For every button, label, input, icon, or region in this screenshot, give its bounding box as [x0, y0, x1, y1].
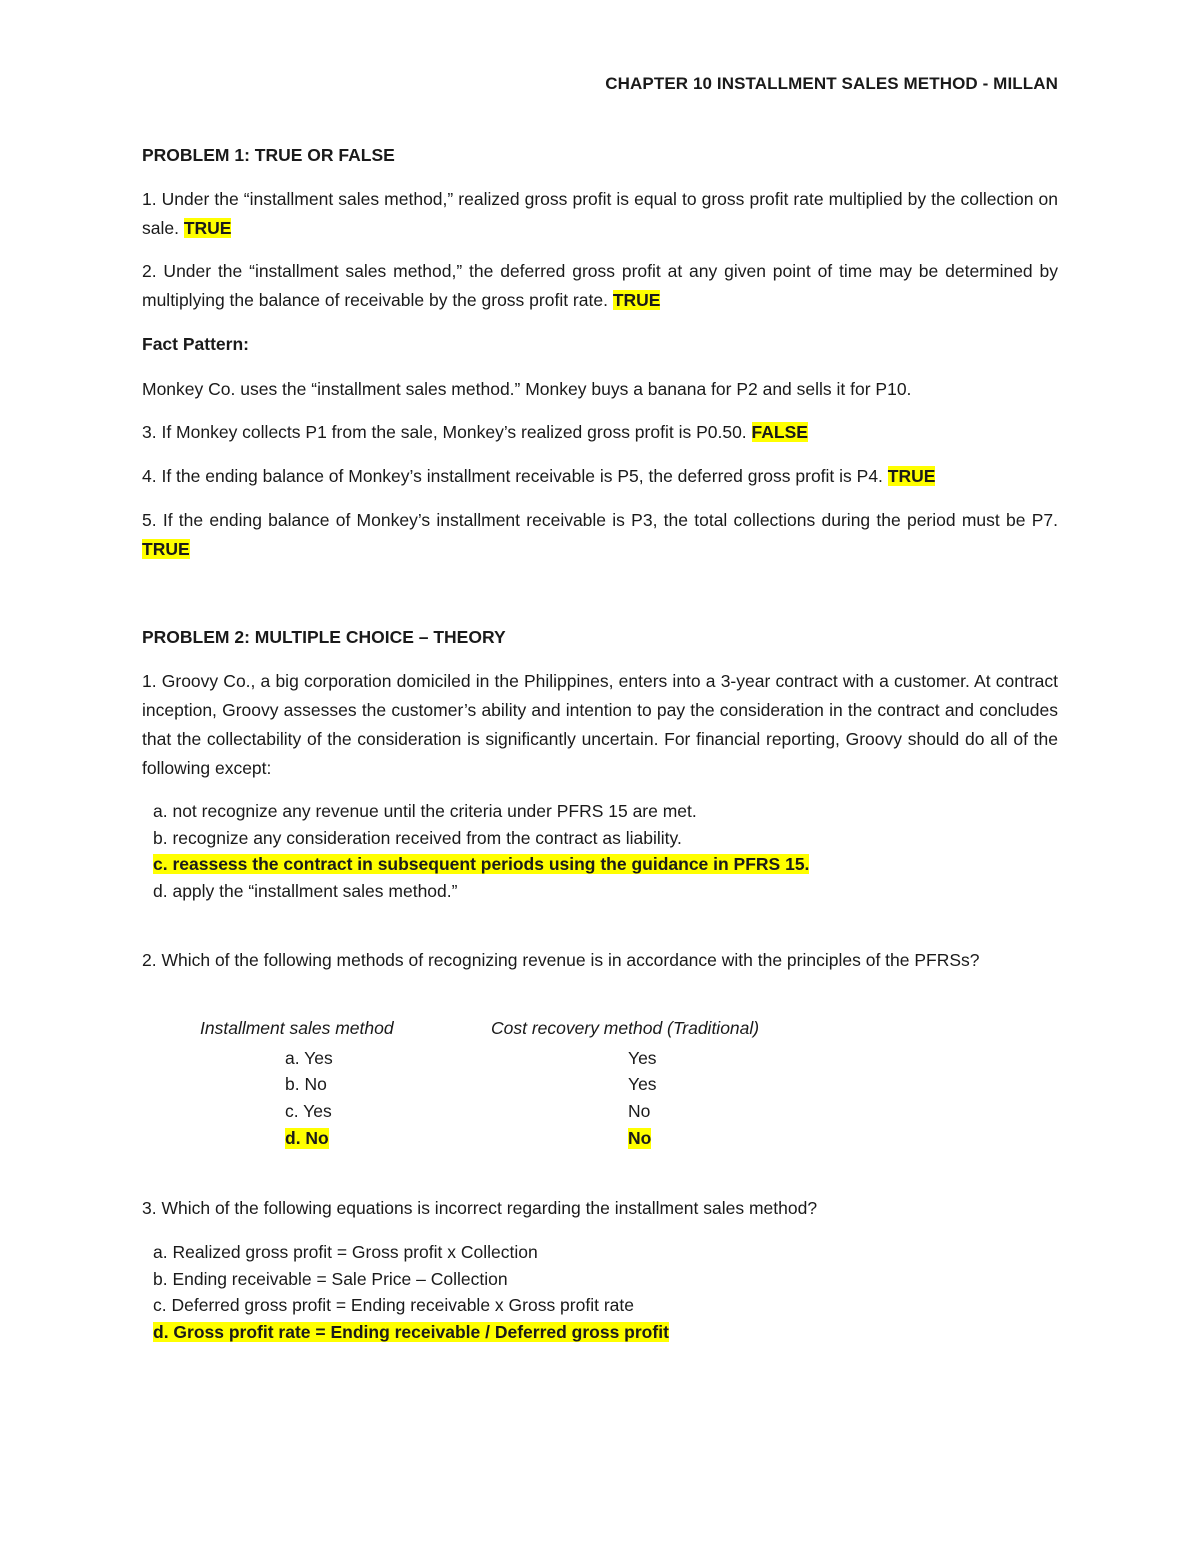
mc-q1-option-b: b. recognize any consideration received from the contract as liability. — [153, 827, 682, 848]
tf-item-1-answer: TRUE — [183, 218, 232, 238]
table-header-installment: Installment sales method — [200, 1018, 394, 1038]
page-header: CHAPTER 10 INSTALLMENT SALES METHOD - MILLAN — [605, 74, 1058, 93]
fact-pattern-text: Monkey Co. uses the “installment sales method.” Monkey buys a banana for P2 and sells it for P10. — [142, 379, 912, 399]
table-header-cost-recovery: Cost recovery method (Traditional) — [491, 1018, 760, 1038]
tf-item-1 — [142, 185, 1058, 243]
mc-q3-options — [153, 1239, 1053, 1345]
mc-q1-options — [153, 798, 1053, 904]
table-cell-a-col1: a. Yes — [285, 1048, 333, 1068]
tf-item-4-text: 4. If the ending balance of Monkey’s installment receivable is P5, the deferred gross profit is P4. — [142, 466, 883, 486]
table-cell-d-col2-correct: No — [628, 1128, 652, 1148]
mc-q3-option-c: c. Deferred gross profit = Ending receivable x Gross profit rate — [153, 1295, 634, 1315]
tf-item-2-answer: TRUE — [612, 290, 661, 310]
mc-q1-option-c-correct: c. reassess the contract in subsequent periods using the guidance in PFRS 15. — [153, 854, 810, 874]
table-cell-c-col1: c. Yes — [285, 1101, 332, 1121]
mc-q2-answer-table — [0, 1018, 1200, 1158]
mc-q1-option-d: d. apply the “installment sales method.” — [153, 880, 458, 901]
mc-q3-option-d-correct: d. Gross profit rate = Ending receivable / Deferred gross profit — [153, 1321, 669, 1342]
mc-q1-text: 1. Groovy Co., a big corporation domiciled in the Philippines, enters into a 3-year contract with a customer. At contract inception, Groovy assesses the customer’s ability and intention to pay the consideration in the contract and concludes that the collectability of the consideration is significantly uncertain. For financial reporting, Groovy should do all of the following except: — [142, 671, 1058, 778]
fact-pattern-label: Fact Pattern: — [142, 334, 249, 354]
tf-item-1-text: 1. Under the “installment sales method,” realized gross profit is equal to gross profit rate multiplied by the collection on sale. — [142, 189, 1058, 238]
table-cell-b-col1: b. No — [285, 1074, 327, 1094]
table-cell-a-col2: Yes — [628, 1048, 657, 1068]
table-cell-b-col2: Yes — [628, 1074, 657, 1094]
tf-item-2 — [142, 257, 1058, 315]
tf-item-5 — [142, 506, 1058, 564]
tf-item-4 — [142, 462, 1058, 491]
tf-item-5-text: 5. If the ending balance of Monkey’s installment receivable is P3, the total collections during the period must be P7. — [142, 510, 1058, 530]
mc-q3-text: 3. Which of the following equations is incorrect regarding the installment sales method? — [142, 1198, 818, 1218]
tf-item-3-answer: FALSE — [751, 422, 808, 442]
table-cell-d-col1-correct: d. No — [285, 1128, 329, 1148]
table-cell-c-col2: No — [628, 1101, 651, 1121]
tf-item-3-text: 3. If Monkey collects P1 from the sale, Monkey’s realized gross profit is P0.50. — [142, 422, 747, 442]
tf-item-4-answer: TRUE — [887, 466, 936, 486]
mc-q3-option-b: b. Ending receivable = Sale Price – Collection — [153, 1268, 508, 1289]
tf-item-5-answer: TRUE — [142, 539, 190, 559]
mc-q1-option-a: a. not recognize any revenue until the criteria under PFRS 15 are met. — [153, 801, 697, 821]
problem2-title: PROBLEM 2: MULTIPLE CHOICE – THEORY — [142, 627, 506, 647]
mc-q2-text: 2. Which of the following methods of recognizing revenue is in accordance with the principles of the PFRSs? — [142, 950, 980, 970]
problem1-title: PROBLEM 1: TRUE OR FALSE — [142, 145, 395, 165]
mc-q3-option-a: a. Realized gross profit = Gross profit x Collection — [153, 1242, 538, 1262]
tf-item-2-text: 2. Under the “installment sales method,” the deferred gross profit at any given point of time may be determined by multiplying the balance of receivable by the gross profit rate. — [142, 261, 1058, 310]
tf-item-3 — [142, 418, 1058, 447]
